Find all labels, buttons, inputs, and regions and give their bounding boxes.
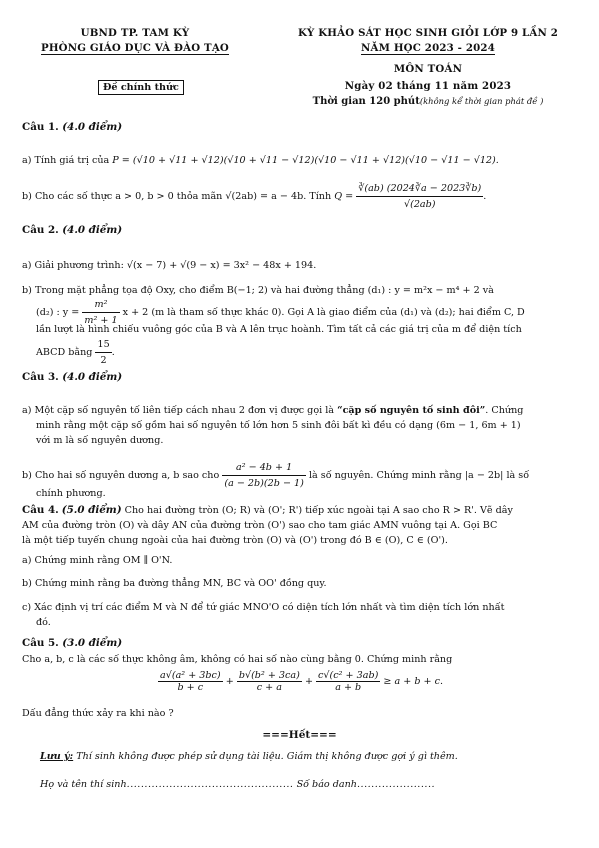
question-4c-line-2: đó. — [36, 617, 51, 628]
question-2b-line-4: ABCD bằng $\frac{15}{2}$ . — [36, 339, 115, 366]
question-2-points: (4.0 điểm) — [62, 224, 123, 236]
question-5-line-1: Cho a, b, c là các số thực không âm, không có hai số nào cùng bằng 0. Chứng minh rằng — [22, 654, 453, 665]
note-label: Lưu ý: — [40, 751, 74, 762]
question-5-line-2: Dấu đẳng thức xảy ra khi nào ? — [22, 708, 174, 719]
school-year-text: NĂM HỌC 2023 - 2024 — [360, 42, 496, 54]
candidate-name-label: Họ và tên thí sinh — [40, 779, 127, 790]
question-4b: b) Chứng minh rằng ba đường thẳng MN, BC và OO' đồng quy. — [22, 578, 327, 589]
candidate-id-field: ...................... — [356, 779, 436, 790]
question-4-title: Câu 4. — [22, 504, 59, 516]
candidate-info-line — [40, 777, 590, 792]
inequality: $\frac{\text{a√(a² + 3bc)}}{b + c}$ + $\frac{\text{b√(b² + 3ca)}}{c + a}$ + $\frac{\text{c√(c² + 3ab)}}{a + b}$ ≥ a + b + c. — [160, 670, 444, 693]
candidate-name-field: ............................................... — [126, 779, 294, 790]
question-3b-line-2: chính phương. — [36, 488, 106, 499]
question-1b: b) Cho các số thực a > 0, b > 0 thỏa mãn √(2ab) = a − 4b. Tính Q = $\frac{∛(ab) (2024∛a - 2023∛b)}{√(2ab)}$ . — [22, 183, 487, 210]
department-name: PHÒNG GIÁO DỤC VÀ ĐÀO TẠO — [40, 42, 230, 54]
candidate-id-label: Số báo danh — [296, 779, 357, 790]
expression-p: P = (√10 + √11 + √12)(√10 + √11 − √12)(√10 − √11 + √12)(√10 − √11 − √12). — [112, 155, 499, 166]
question-4-line-3: là một tiếp tuyến chung ngoài của hai đường tròn (O) và (O') trong đó B ∈ (O), C ∈ (O'). — [22, 535, 448, 546]
note-text: Thí sinh không được phép sử dụng tài liệu. Giám thị không được gợi ý gì thêm. — [76, 751, 458, 762]
question-4-line-1: Câu 4. (5.0 điểm) Cho hai đường tròn (O; R) và (O'; R') tiếp xúc ngoài tại A sao cho R > R'. Vẽ dây — [22, 504, 513, 516]
question-5-title: Câu 5. (3.0 điểm) — [22, 637, 123, 649]
question-3-points: (4.0 điểm) — [62, 371, 123, 383]
end-marker: ===Hết=== — [262, 729, 337, 741]
question-4-points: (5.0 điểm) — [61, 504, 122, 516]
department-line-2 — [20, 42, 250, 54]
question-2a: a) Giải phương trình: √(x − 7) + √(9 − x) = 3x² − 48x + 194. — [22, 260, 317, 271]
question-3a-line-1: a) Một cặp số nguyên tố liên tiếp cách nhau 2 đơn vị được gọi là “cặp số nguyên tố sinh đôi”. Chứng — [22, 405, 524, 416]
school-year — [278, 42, 578, 54]
question-4c: c) Xác định vị trí các điểm M và N để tứ giác MNO'O có diện tích lớn nhất và tìm diện tích lớn nhất — [22, 602, 505, 613]
exam-title: KỲ KHẢO SÁT HỌC SINH GIỎI LỚP 9 LẦN 2 — [297, 27, 559, 39]
note — [40, 749, 590, 764]
question-3b: b) Cho hai số nguyên dương a, b sao cho $\frac{\text{a² − 4b + 1}}{(a - 2b)(2b - 1)}$ là số nguyên. Chứng minh rằng |a − 2b| là số — [22, 462, 530, 489]
official-exam-badge: Đề chính thức — [98, 80, 184, 95]
exam-duration — [278, 96, 578, 107]
department-line-1: UBND TP. TAM KỲ — [80, 27, 190, 39]
question-2b-line-1: b) Trong mặt phẳng tọa độ Oxy, cho điểm B(−1; 2) và hai đường thẳng (d₁) : y = m²x − m⁴ + 2 và — [22, 285, 494, 296]
duration-text: Thời gian 120 phút — [312, 96, 420, 107]
question-3a-line-3: với m là số nguyên dương. — [36, 435, 164, 446]
question-4-line-2: AM của đường tròn (O) và dây AN của đường tròn (O') sao cho tam giác AMN vuông tại A. Gọi BC — [22, 520, 498, 531]
question-1a: a) Tính giá trị của P = (√10 + √11 + √12)(√10 + √11 − √12)(√10 − √11 + √12)(√10 − √11 − √12). — [22, 155, 499, 166]
subject: MÔN TOÁN — [393, 63, 463, 75]
question-2b-line-3: lần lượt là hình chiếu vuông góc của B và A lên trục hoành. Tìm tất cả các giá trị của m để diện tích — [36, 324, 522, 335]
duration-note: (không kể thời gian phát đề ) — [419, 96, 544, 106]
exam-date: Ngày 02 tháng 11 năm 2023 — [344, 80, 512, 92]
question-4a: a) Chứng minh rằng OM ∥ O'N. — [22, 555, 173, 566]
question-1-points: (4.0 điểm) — [62, 121, 123, 133]
question-2b-line-2: (d₂) : y = $\frac{\text{m²}}{\text{m² + 1}}$ x + 2 (m là tham số thực khác 0). Gọi A là giao điểm của (d₁) và (d₂); hai điểm C, D — [36, 299, 525, 326]
question-3-title: Câu 3. (4.0 điểm) — [22, 371, 123, 383]
question-1-title: Câu 1. (4.0 điểm) — [22, 121, 123, 133]
question-2-title: Câu 2. (4.0 điểm) — [22, 224, 123, 236]
expression-q-fraction: $\frac{∛(ab) (2024∛a - 2023∛b)}{√(2ab)}$ — [358, 183, 482, 210]
question-3a-line-2: minh rằng một cặp số gồm hai số nguyên tố lớn hơn 5 sinh đôi bất kì đều có dạng (6m − 1, 6m + 1) — [36, 420, 521, 431]
question-5-points: (3.0 điểm) — [62, 637, 123, 649]
